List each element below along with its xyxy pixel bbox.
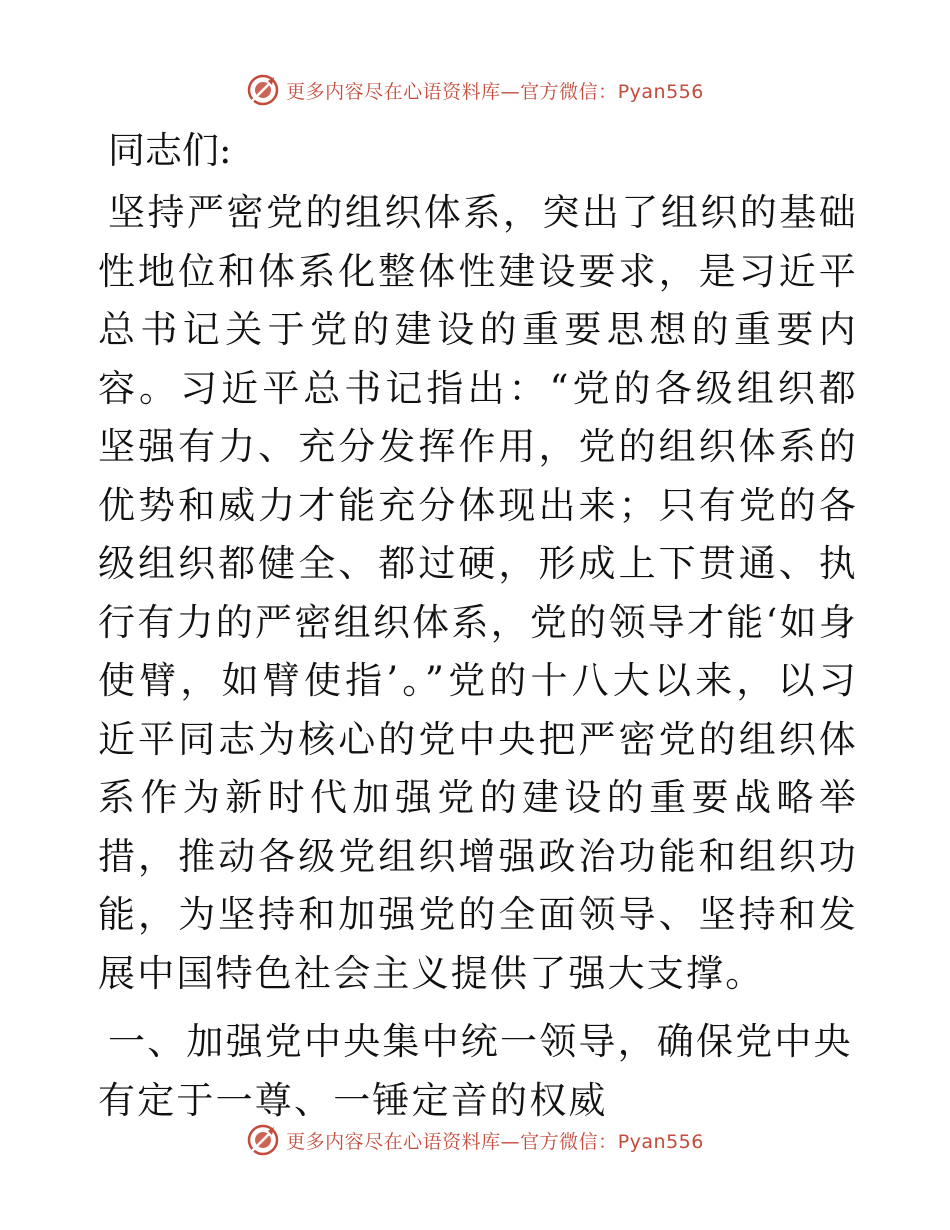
footer-watermark	[0, 1120, 950, 1160]
watermark-wechat-id: Pyan556	[617, 1130, 704, 1153]
body-paragraph: 坚持严密党的组织体系，突出了组织的基础性地位和体系化整体性建设要求，是习近平总书记关于党的建设的重要思想的重要内容。习近平总书记指出：“党的各级组织都坚强有力、充分发挥作用，党的组织体系的优势和威力才能充分体现出来；只有党的各级组织都健全、都过硬，形成上下贯通、执行有力的严密组织体系，党的领导才能‘如身使臂，如臂使指’。”党的十八大以来，以习近平同志为核心的党中央把严密党的组织体系作为新时代加强党的建设的重要战略举措，推动各级党组织增强政治功能和组织功能，为坚持和加强党的全面领导、坚持和发展中国特色社会主义提供了强大支撑。	[98, 191, 858, 995]
watermark-separator: —	[500, 80, 521, 103]
watermark-wechat-label: 官方微信：	[520, 80, 618, 103]
salutation: 同志们:	[108, 129, 232, 172]
header-watermark	[0, 70, 950, 110]
brand-logo-icon	[246, 73, 280, 107]
document-body	[98, 120, 858, 1130]
watermark-brand: 更多内容尽在心语资料库	[286, 1130, 501, 1153]
watermark-wechat-label: 官方微信：	[520, 1130, 618, 1153]
watermark-text	[286, 1127, 704, 1154]
watermark-separator: —	[500, 1130, 521, 1153]
watermark-brand: 更多内容尽在心语资料库	[286, 80, 501, 103]
section-heading: 一、加强党中央集中统一领导，确保党中央有定于一尊、一锤定音的权威	[98, 1020, 853, 1122]
watermark-wechat-id: Pyan556	[617, 80, 704, 103]
watermark-text	[286, 77, 704, 104]
brand-logo-icon	[246, 1123, 280, 1157]
